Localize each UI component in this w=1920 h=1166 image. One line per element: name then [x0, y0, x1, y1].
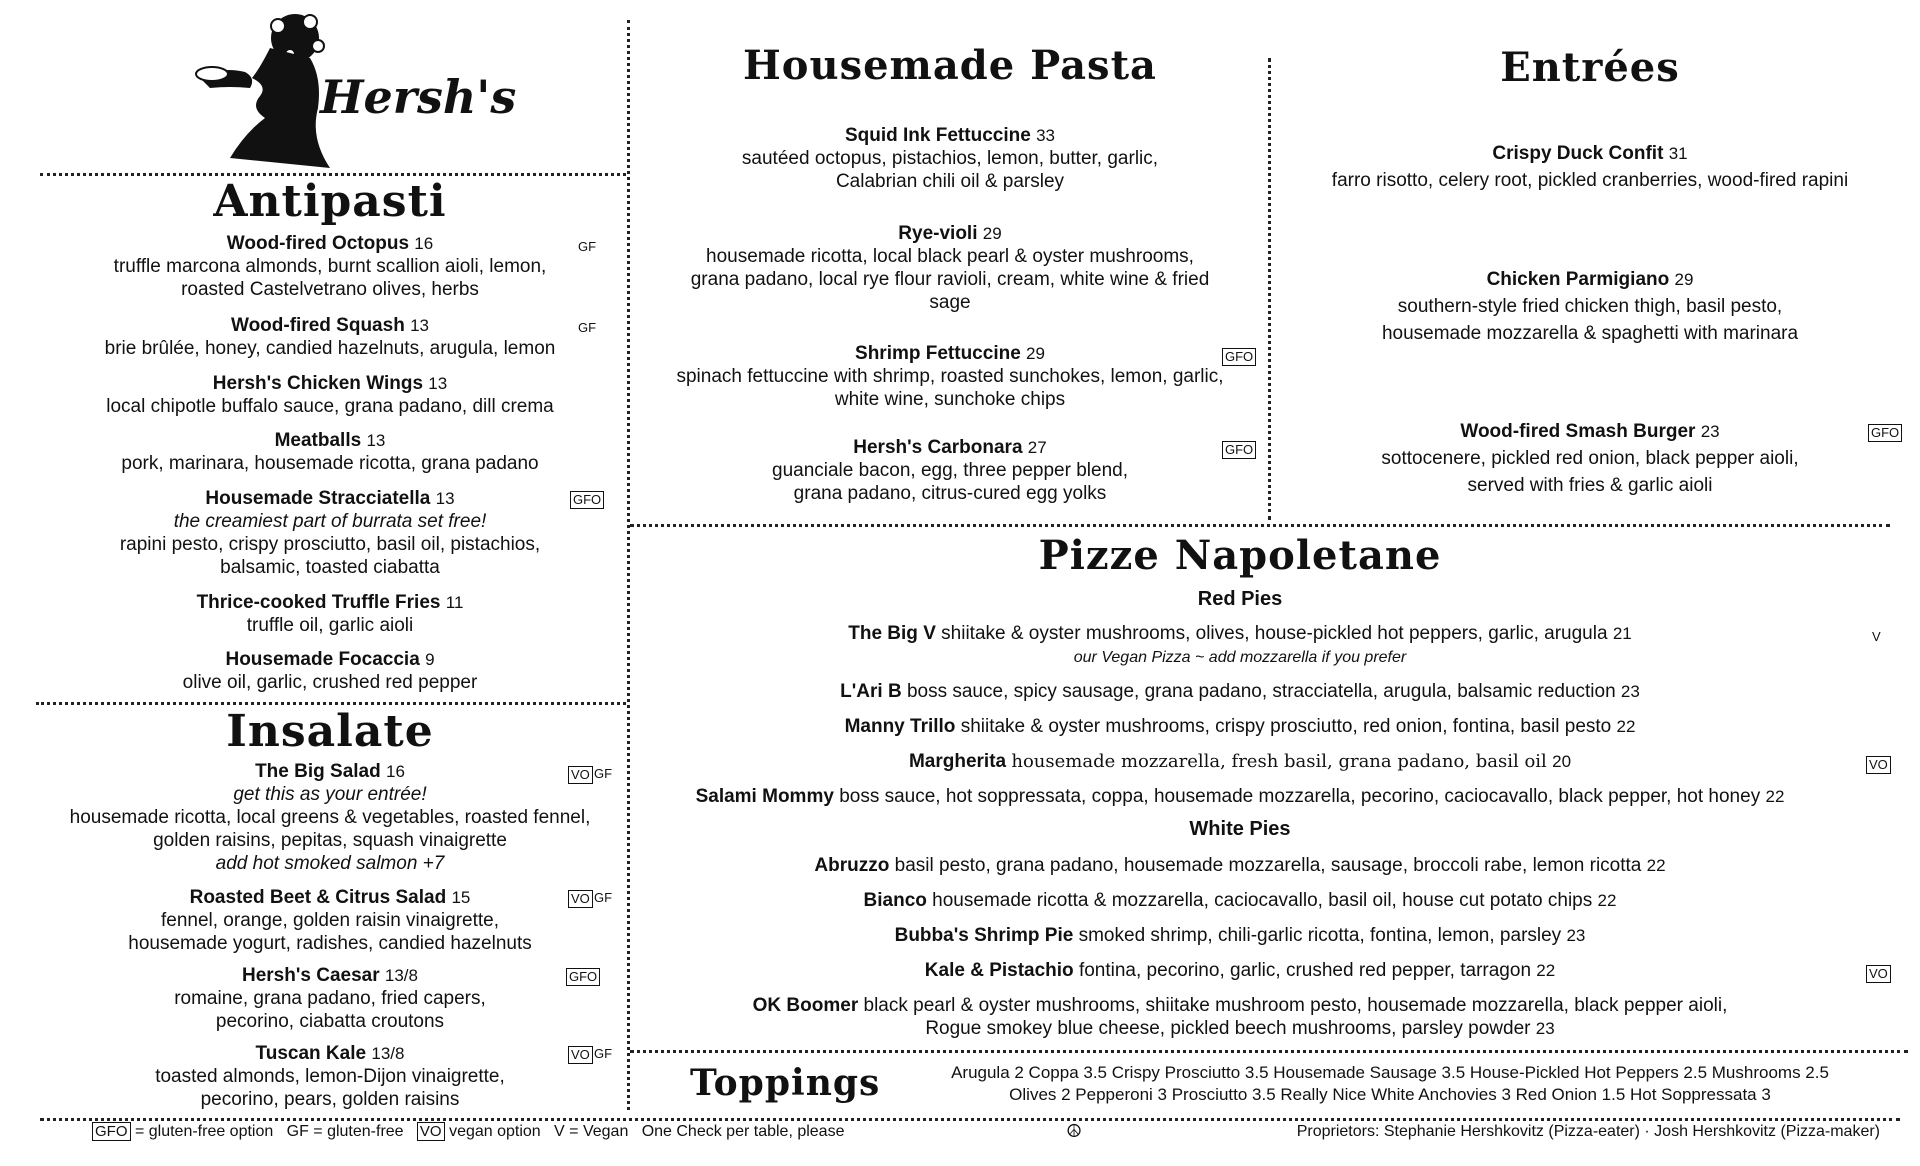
insalate-item: The Big Salad 16 get this as your entrée! housemade ricotta, local greens & vegetables, roasted fennel, golden raisins, pepitas, squash vinaigrette add hot smoked salmon +7 [69, 761, 591, 874]
insalate-item: Roasted Beet & Citrus Salad 15 fennel, orange, golden raisin vinaigrette, housemade yogurt, radishes, candied hazelnuts [128, 887, 532, 954]
divider-antipasti-insalate [36, 702, 626, 705]
pizza-item: OK Boomer black pearl & oyster mushrooms, shiitake mushroom pesto, housemade mozzarella, black pepper aioli, Rogue smokey blue cheese, pickled beech mushrooms, parsley powder 23 [752, 995, 1728, 1039]
pizza-item: Margherita housemade mozzarella, fresh basil, grana padano, basil oil 20 [908, 751, 1572, 772]
vegan-tag: V [1872, 629, 1881, 644]
divider-pasta-pizze [630, 524, 1890, 527]
red-pies-heading: Red Pies [1197, 588, 1283, 610]
gf-tag: GF [594, 890, 613, 905]
vo-legend-tag: VO [417, 1122, 445, 1141]
toppings-line-1: Arugula 2 Coppa 3.5 Crispy Prosciutto 3.5 Housemade Sausage 3.5 House-Pickled Hot Peppers 2.5 Mushrooms 2.5 [951, 1063, 1829, 1082]
logo-text: Hersh's [320, 70, 517, 124]
gf-tag: GF [594, 766, 613, 781]
footer-legend [92, 1123, 844, 1141]
vo-tag: VO [1866, 965, 1891, 983]
vo-tag: VO [568, 766, 593, 784]
vo-tag: VO [568, 890, 593, 908]
pizza-item: Bubba's Shrimp Pie smoked shrimp, chili-garlic ricotta, fontina, lemon, parsley 23 [894, 925, 1586, 946]
pizze-title: Pizze Napoletane [1038, 532, 1442, 579]
check-policy-text: One Check per table, please [641, 1123, 845, 1140]
entree-item: Crispy Duck Confit 31 farro risotto, celery root, pickled cranberries, wood-fired rapini [1331, 143, 1849, 191]
white-pies-heading: White Pies [1189, 818, 1291, 840]
vo-legend-text: vegan option [449, 1123, 541, 1140]
pizza-item: Bianco housemade ricotta & mozzarella, caciocavallo, basil oil, house cut potato chips 22 [863, 890, 1617, 911]
entree-item: Chicken Parmigiano 29 southern-style fried chicken thigh, basil pesto, housemade mozzarella & spaghetti with marinara [1381, 269, 1799, 344]
antipasti-item: Hersh's Chicken Wings 13 local chipotle buffalo sauce, grana padano, dill crema [106, 373, 554, 417]
toppings-line-2: Olives 2 Pepperoni 3 Prosciutto 3.5 Really Nice White Anchovies 3 Red Onion 1.5 Hot Soppressata 3 [1009, 1085, 1771, 1104]
antipasti-item: Meatballs 13 pork, marinara, housemade ricotta, grana padano [121, 430, 539, 474]
antipasti-item: Housemade Focaccia 9 olive oil, garlic, crushed red pepper [182, 649, 478, 693]
pizza-item: Salami Mommy boss sauce, hot soppressata, coppa, housemade mozzarella, pecorino, caciocavallo, black pepper, hot honey 22 [695, 786, 1785, 807]
insalate-item: Hersh's Caesar 13/8 romaine, grana padano, fried capers, pecorino, ciabatta croutons [174, 965, 486, 1032]
divider-pizze-toppings [630, 1050, 1908, 1053]
gfo-legend-tag: GFO [92, 1122, 131, 1141]
entree-item: Wood-fired Smash Burger 23 sottocenere, pickled red onion, black pepper aioli, served with fries & garlic aioli [1381, 421, 1799, 496]
divider-footer [40, 1118, 1900, 1121]
pizza-item: Kale & Pistachio fontina, pecorino, garlic, crushed red pepper, tarragon 22 [924, 960, 1556, 981]
vo-tag: VO [568, 1046, 593, 1064]
gfo-tag: GFO [566, 968, 600, 986]
toppings-title: Toppings [690, 1062, 881, 1104]
insalate-title: Insalate [226, 706, 434, 757]
antipasti-item: Thrice-cooked Truffle Fries 11 truffle oil, garlic aioli [196, 592, 464, 636]
v-legend-text: V = Vegan [554, 1123, 629, 1140]
gf-tag: GF [578, 239, 597, 254]
gfo-tag: GFO [1222, 441, 1256, 459]
insalate-item: Tuscan Kale 13/8 toasted almonds, lemon-Dijon vinaigrette, pecorino, pears, golden raisins [155, 1043, 505, 1110]
gfo-tag: GFO [1868, 424, 1902, 442]
pizza-note: our Vegan Pizza ~ add mozzarella if you prefer [1073, 649, 1407, 666]
pasta-item: Rye-violi 29 housemade ricotta, local black pearl & oyster mushrooms, grana padano, local rye flour ravioli, cream, white wine & fried sage [690, 223, 1210, 313]
pizza-item: The Big V shiitake & oyster mushrooms, olives, house-pickled hot peppers, garlic, arugula 21 [848, 623, 1632, 644]
antipasti-item: Wood-fired Octopus 16 truffle marcona almonds, burnt scallion aioli, lemon, roasted Castelvetrano olives, herbs [113, 233, 547, 300]
logo [190, 8, 517, 168]
entrees-title: Entrées [1500, 44, 1680, 91]
divider-pasta-entrees [1268, 58, 1271, 520]
gfo-legend-text: = gluten-free option [134, 1123, 274, 1140]
antipasti-title: Antipasti [213, 176, 447, 227]
pasta-item: Shrimp Fettuccine 29 spinach fettuccine with shrimp, roasted sunchokes, lemon, garlic, white wine, sunchoke chips [676, 343, 1224, 410]
gf-tag: GF [578, 320, 597, 335]
proprietors-text: Proprietors: Stephanie Hershkovitz (Pizza-eater) · Josh Hershkovitz (Pizza-maker) [1296, 1123, 1880, 1140]
gfo-tag: GFO [1222, 348, 1256, 366]
pasta-item: Squid Ink Fettuccine 33 sautéed octopus, pistachios, lemon, butter, garlic, Calabrian chili oil & parsley [741, 125, 1159, 192]
gf-tag: GF [594, 1046, 613, 1061]
pasta-item: Hersh's Carbonara 27 guanciale bacon, egg, three pepper blend, grana padano, citrus-cured egg yolks [772, 437, 1128, 504]
peace-icon: ☮ [1066, 1121, 1083, 1141]
antipasti-item: Wood-fired Squash 13 brie brûlée, honey, candied hazelnuts, arugula, lemon [104, 315, 556, 359]
pizza-item: Abruzzo basil pesto, grana padano, housemade mozzarella, sausage, broccoli rabe, lemon ricotta 22 [814, 855, 1666, 876]
pizza-item: L'Ari B boss sauce, spicy sausage, grana padano, stracciatella, arugula, balsamic reduction 23 [840, 681, 1640, 702]
vo-tag: VO [1866, 756, 1891, 774]
gfo-tag: GFO [570, 491, 604, 509]
pizza-item: Manny Trillo shiitake & oyster mushrooms, crispy prosciutto, red onion, fontina, basil pesto 22 [844, 716, 1636, 737]
antipasti-item: Housemade Stracciatella 13 the creamiest part of burrata set free! rapini pesto, crispy prosciutto, basil oil, pistachios, balsamic, toasted ciabatta [119, 488, 541, 578]
pasta-title: Housemade Pasta [743, 42, 1157, 89]
gf-legend-text: GF = gluten-free [286, 1123, 404, 1140]
